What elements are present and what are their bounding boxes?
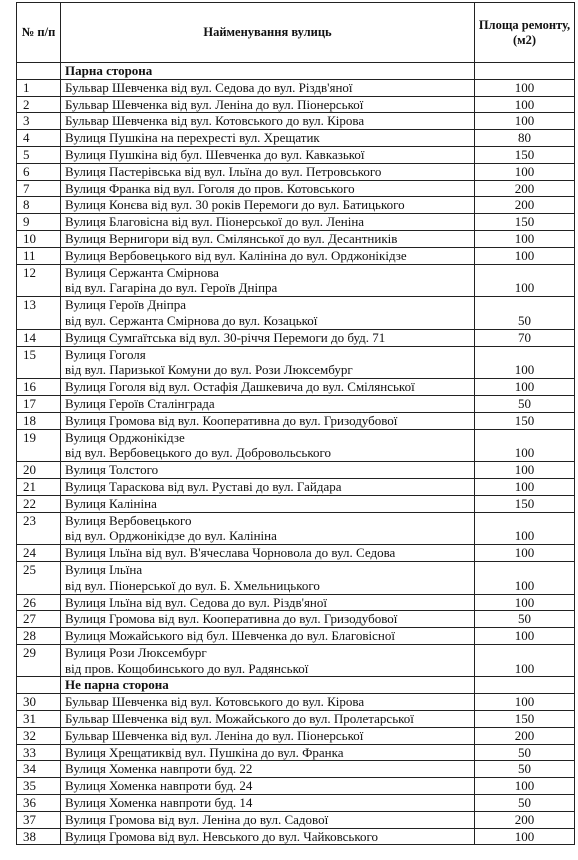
- row-number-text: 24: [23, 545, 36, 561]
- table-row: [17, 113, 575, 130]
- row-number: [17, 761, 61, 778]
- street-name-line: Вулиця Благовісна від вул. Піонерської до вул. Леніна: [65, 214, 365, 230]
- street-name: [61, 694, 475, 711]
- row-number: [17, 545, 61, 562]
- street-name: [61, 395, 475, 412]
- street-name: [61, 594, 475, 611]
- street-name-line: Вулиця Калініна: [65, 495, 157, 511]
- street-name-line: Бульвар Шевченка від вул. Леніна до вул. Піонерської: [65, 727, 364, 743]
- repair-area: [475, 346, 575, 379]
- street-name: [61, 778, 475, 795]
- section-number-cell: [17, 677, 61, 694]
- row-number-text: 22: [23, 495, 36, 511]
- row-number-text: 33: [23, 744, 36, 760]
- section-area-cell: [475, 63, 575, 80]
- repair-area: [475, 611, 575, 628]
- section-area-cell: [475, 677, 575, 694]
- street-name: [61, 478, 475, 495]
- table-row: [17, 628, 575, 645]
- repair-area-value: 80: [518, 130, 531, 146]
- header-number: № п/п: [17, 3, 61, 63]
- row-number: [17, 478, 61, 495]
- street-name-line: Вулиця Франка від вул. Гоголя до пров. Котовського: [65, 180, 355, 196]
- row-number-text: 10: [23, 230, 36, 246]
- table-row: [17, 379, 575, 396]
- repair-area: [475, 214, 575, 231]
- table-row: [17, 214, 575, 231]
- repair-area-value: 70: [518, 329, 531, 345]
- street-name-line: від вул. Паризької Комуни до вул. Рози Люксембург: [65, 362, 353, 378]
- row-number: [17, 495, 61, 512]
- street-name: [61, 462, 475, 479]
- repair-area: [475, 711, 575, 728]
- repair-area-value: 100: [514, 379, 535, 395]
- section-title-text: Парна сторона: [65, 63, 153, 78]
- street-name-line: Бульвар Шевченка від вул. Можайського до вул. Пролетарської: [65, 711, 414, 727]
- street-name-line: від вул. Вербовецького до вул. Добровольського: [65, 445, 332, 461]
- street-name: [61, 297, 475, 330]
- repair-area: [475, 297, 575, 330]
- table-row: [17, 346, 575, 379]
- repair-area: [475, 264, 575, 297]
- street-name: [61, 811, 475, 828]
- street-name: [61, 429, 475, 462]
- repair-area-value: 100: [514, 594, 535, 610]
- street-name: [61, 130, 475, 147]
- row-number: [17, 429, 61, 462]
- street-name: [61, 561, 475, 594]
- row-number-text: 20: [23, 462, 36, 478]
- table-row: [17, 264, 575, 297]
- row-number-text: 35: [23, 778, 36, 794]
- repair-area-value: 100: [514, 230, 535, 246]
- repair-area: [475, 197, 575, 214]
- table-row: [17, 761, 575, 778]
- row-number-text: 4: [23, 130, 30, 146]
- row-number: [17, 379, 61, 396]
- repair-area: [475, 644, 575, 677]
- street-name: [61, 644, 475, 677]
- repair-area-value: 50: [518, 611, 531, 627]
- table-row: [17, 79, 575, 96]
- street-name: [61, 79, 475, 96]
- repair-area-value: 200: [514, 197, 535, 213]
- row-number: [17, 395, 61, 412]
- street-name-line: Вулиця Громова від вул. Кооперативна до вул. Гризодубової: [65, 412, 398, 428]
- table-row: [17, 594, 575, 611]
- street-name-line: Бульвар Шевченка від вул. Котовського до вул. Кірова: [65, 694, 365, 710]
- table-row: [17, 462, 575, 479]
- table-row: [17, 644, 575, 677]
- section-title: [61, 677, 475, 694]
- table-row: [17, 412, 575, 429]
- repair-area-value: 100: [514, 828, 535, 844]
- header-repair-area: Площа ремонту, (м2): [475, 3, 575, 63]
- row-number: [17, 694, 61, 711]
- row-number-text: 27: [23, 611, 36, 627]
- street-name-line: Вулиця Тараскова від вул. Руставі до вул. Гайдара: [65, 478, 342, 494]
- row-number-text: 2: [23, 96, 30, 112]
- row-number-text: 28: [23, 628, 36, 644]
- repair-area-value: 100: [514, 462, 535, 478]
- row-number-text: 3: [23, 113, 30, 129]
- repair-area-value: 100: [514, 247, 535, 263]
- street-name-line: Вулиця Ільїна: [65, 561, 143, 577]
- row-number: [17, 561, 61, 594]
- repair-area-value: 100: [514, 280, 535, 296]
- row-number: [17, 412, 61, 429]
- table-header-row: [17, 3, 575, 63]
- table-row: [17, 545, 575, 562]
- street-name-line: Вулиця Пушкіна від бул. Шевченка до вул. Кавказької: [65, 146, 365, 162]
- row-number-text: 15: [23, 346, 36, 362]
- street-name-line: Вулиця Хоменка навпроти буд. 14: [65, 795, 253, 811]
- street-name-line: Вулиця Гоголя від вул. Остафія Дашкевича до вул. Смілянської: [65, 379, 415, 395]
- street-name-line: Вулиця Гоголя: [65, 346, 146, 362]
- repair-area-value: 150: [514, 412, 535, 428]
- row-number: [17, 512, 61, 545]
- table-row: [17, 778, 575, 795]
- table-row: [17, 611, 575, 628]
- table-row: [17, 180, 575, 197]
- repair-area: [475, 795, 575, 812]
- row-number-text: 18: [23, 412, 36, 428]
- repair-area: [475, 163, 575, 180]
- repair-area-value: 50: [518, 795, 531, 811]
- street-repair-table: [16, 2, 575, 845]
- row-number-text: 16: [23, 379, 36, 395]
- street-name: [61, 346, 475, 379]
- repair-area-value: 100: [514, 79, 535, 95]
- row-number-text: 31: [23, 711, 36, 727]
- repair-area-value: 200: [514, 727, 535, 743]
- row-number-text: 17: [23, 395, 36, 411]
- street-name-line: від пров. Кощобинського до вул. Радянської: [65, 660, 309, 676]
- repair-area-value: 150: [514, 146, 535, 162]
- repair-area: [475, 594, 575, 611]
- row-number-text: 29: [23, 644, 36, 660]
- table-row: [17, 163, 575, 180]
- street-name: [61, 828, 475, 845]
- street-name: [61, 180, 475, 197]
- row-number: [17, 628, 61, 645]
- repair-area-value: 100: [514, 445, 535, 461]
- repair-area: [475, 778, 575, 795]
- row-number: [17, 711, 61, 728]
- row-number-text: 9: [23, 214, 30, 230]
- row-number: [17, 644, 61, 677]
- street-name-line: Вулиця Громова від вул. Невського до вул. Чайковського: [65, 828, 379, 844]
- street-name-line: Вулиця Орджонікідзе: [65, 429, 185, 445]
- table-row: [17, 512, 575, 545]
- row-number-text: 32: [23, 727, 36, 743]
- repair-area: [475, 744, 575, 761]
- street-name-line: Вулиця Вернигори від вул. Смілянської до вул. Десантників: [65, 230, 398, 246]
- repair-area: [475, 412, 575, 429]
- street-name: [61, 795, 475, 812]
- street-name: [61, 744, 475, 761]
- table-row: [17, 329, 575, 346]
- repair-area: [475, 628, 575, 645]
- row-number: [17, 146, 61, 163]
- table-row: [17, 247, 575, 264]
- street-name: [61, 412, 475, 429]
- repair-area: [475, 230, 575, 247]
- street-name-line: Вулиця Сумгаїтська від вул. 30-річчя Перемоги до буд. 71: [65, 329, 386, 345]
- table-row: [17, 811, 575, 828]
- repair-area-value: 200: [514, 180, 535, 196]
- table-row: [17, 146, 575, 163]
- repair-area-value: 100: [514, 113, 535, 129]
- street-name-line: Вулиця Громова від вул. Кооперативна до вул. Гризодубової: [65, 611, 398, 627]
- repair-area-value: 100: [514, 545, 535, 561]
- repair-area: [475, 694, 575, 711]
- repair-area: [475, 811, 575, 828]
- row-number: [17, 828, 61, 845]
- repair-area-value: 100: [514, 694, 535, 710]
- row-number-text: 19: [23, 429, 36, 445]
- row-number: [17, 113, 61, 130]
- street-name: [61, 495, 475, 512]
- repair-area-value: 100: [514, 778, 535, 794]
- repair-area-value: 50: [518, 395, 531, 411]
- row-number: [17, 180, 61, 197]
- table-row: [17, 561, 575, 594]
- street-name: [61, 611, 475, 628]
- repair-area: [475, 180, 575, 197]
- street-name-line: Бульвар Шевченка від вул. Леніна до вул. Піонерської: [65, 96, 364, 112]
- street-name: [61, 711, 475, 728]
- table-row: [17, 197, 575, 214]
- repair-area-value: 150: [514, 495, 535, 511]
- header-street-name: Найменування вулиць: [61, 3, 475, 63]
- street-name: [61, 113, 475, 130]
- repair-area: [475, 828, 575, 845]
- street-name-line: Вулиця Ільїна від вул. Седова до вул. Різдв'яної: [65, 594, 328, 610]
- street-name: [61, 545, 475, 562]
- street-name-line: Бульвар Шевченка від вул. Седова до вул. Різдв'яної: [65, 79, 353, 95]
- row-number: [17, 163, 61, 180]
- street-name-line: від вул. Піонерської до вул. Б. Хмельницького: [65, 577, 320, 593]
- repair-area: [475, 495, 575, 512]
- row-number: [17, 594, 61, 611]
- section-title: [61, 63, 475, 80]
- repair-area: [475, 478, 575, 495]
- repair-area: [475, 79, 575, 96]
- repair-area-value: 100: [514, 163, 535, 179]
- row-number: [17, 346, 61, 379]
- street-name-line: Вулиця Хоменка навпроти буд. 24: [65, 778, 253, 794]
- row-number: [17, 264, 61, 297]
- street-name-line: Вулиця Пушкіна на перехресті вул. Хрещатик: [65, 130, 320, 146]
- street-name-line: Вулиця Можайського від бул. Шевченка до вул. Благовісної: [65, 628, 395, 644]
- row-number-text: 25: [23, 561, 36, 577]
- row-number-text: 6: [23, 163, 30, 179]
- row-number-text: 23: [23, 512, 36, 528]
- row-number-text: 5: [23, 146, 30, 162]
- repair-area: [475, 429, 575, 462]
- repair-area: [475, 96, 575, 113]
- street-name-line: Вулиця Конєва від вул. 30 років Перемоги до вул. Батицького: [65, 197, 405, 213]
- row-number-text: 36: [23, 795, 36, 811]
- street-name: [61, 329, 475, 346]
- section-title-text: Не парна сторона: [65, 677, 169, 693]
- table-row: [17, 96, 575, 113]
- row-number: [17, 611, 61, 628]
- row-number-text: 13: [23, 297, 36, 313]
- table-row: [17, 429, 575, 462]
- row-number-text: 30: [23, 694, 36, 710]
- repair-area-value: 100: [514, 660, 535, 676]
- street-name-line: Вулиця Толстого: [65, 462, 159, 478]
- row-number-text: 38: [23, 828, 36, 844]
- repair-area-value: 100: [514, 362, 535, 378]
- row-number-text: 14: [23, 329, 36, 345]
- row-number: [17, 79, 61, 96]
- repair-area: [475, 462, 575, 479]
- table-row: [17, 230, 575, 247]
- repair-area: [475, 130, 575, 147]
- street-name-line: Вулиця Вербовецького від вул. Калініна до вул. Орджонікідзе: [65, 247, 407, 263]
- table-row: [17, 694, 575, 711]
- street-name: [61, 146, 475, 163]
- repair-area-value: 200: [514, 811, 535, 827]
- row-number: [17, 197, 61, 214]
- repair-area-value: 50: [518, 312, 531, 328]
- repair-area-value: 50: [518, 761, 531, 777]
- repair-area: [475, 395, 575, 412]
- street-name: [61, 761, 475, 778]
- row-number: [17, 811, 61, 828]
- row-number-text: 37: [23, 811, 36, 827]
- repair-area: [475, 561, 575, 594]
- repair-area: [475, 329, 575, 346]
- row-number: [17, 462, 61, 479]
- table-row: [17, 495, 575, 512]
- street-name: [61, 163, 475, 180]
- street-name-line: від вул. Сержанта Смірнова до вул. Козацької: [65, 312, 318, 328]
- section-number-cell: [17, 63, 61, 80]
- row-number: [17, 778, 61, 795]
- repair-area: [475, 146, 575, 163]
- row-number-text: 12: [23, 264, 36, 280]
- row-number: [17, 795, 61, 812]
- row-number: [17, 214, 61, 231]
- street-name: [61, 727, 475, 744]
- section-header-row: [17, 677, 575, 694]
- row-number: [17, 247, 61, 264]
- repair-area-value: 100: [514, 628, 535, 644]
- street-name-line: Бульвар Шевченка від вул. Котовського до вул. Кірова: [65, 113, 365, 129]
- section-header-row: [17, 63, 575, 80]
- row-number: [17, 130, 61, 147]
- street-name-line: Вулиця Громова від вул. Леніна до вул. Садової: [65, 811, 329, 827]
- street-name: [61, 96, 475, 113]
- street-name: [61, 379, 475, 396]
- repair-area: [475, 761, 575, 778]
- row-number: [17, 230, 61, 247]
- repair-area-value: 150: [514, 711, 535, 727]
- repair-area: [475, 512, 575, 545]
- street-name: [61, 214, 475, 231]
- table-row: [17, 130, 575, 147]
- street-name: [61, 247, 475, 264]
- row-number-text: 34: [23, 761, 36, 777]
- repair-area-value: 100: [514, 577, 535, 593]
- row-number-text: 11: [23, 247, 36, 263]
- street-name-line: Вулиця Хоменка навпроти буд. 22: [65, 761, 253, 777]
- street-name: [61, 512, 475, 545]
- street-name-line: Вулиця Пастерівська від вул. Ільїна до вул. Петровського: [65, 163, 382, 179]
- table-row: [17, 828, 575, 845]
- row-number-text: 1: [23, 79, 30, 95]
- table-row: [17, 711, 575, 728]
- document-sheet: [16, 2, 574, 845]
- row-number: [17, 297, 61, 330]
- table-row: [17, 744, 575, 761]
- street-name: [61, 264, 475, 297]
- repair-area-value: 100: [514, 96, 535, 112]
- repair-area-value: 100: [514, 478, 535, 494]
- table-body: [17, 63, 575, 845]
- street-name-line: Вулиця Вербовецького: [65, 512, 192, 528]
- street-name-line: Вулиця Хрещатиквід вул. Пушкіна до вул. Франка: [65, 744, 344, 760]
- repair-area-value: 50: [518, 744, 531, 760]
- row-number: [17, 96, 61, 113]
- table-row: [17, 795, 575, 812]
- street-name: [61, 628, 475, 645]
- row-number-text: 7: [23, 180, 30, 196]
- row-number-text: 26: [23, 594, 36, 610]
- table-row: [17, 478, 575, 495]
- street-name-line: Вулиця Сержанта Смірнова: [65, 264, 219, 280]
- repair-area-value: 100: [514, 528, 535, 544]
- street-name-line: від вул. Гагаріна до вул. Героїв Дніпра: [65, 280, 278, 296]
- table-row: [17, 297, 575, 330]
- repair-area-value: 150: [514, 214, 535, 230]
- street-name-line: Вулиця Героїв Сталінграда: [65, 395, 215, 411]
- row-number: [17, 727, 61, 744]
- table-row: [17, 727, 575, 744]
- street-name-line: від вул. Орджонікідзе до вул. Калініна: [65, 528, 277, 544]
- repair-area: [475, 545, 575, 562]
- row-number: [17, 744, 61, 761]
- table-row: [17, 395, 575, 412]
- repair-area: [475, 727, 575, 744]
- street-name-line: Вулиця Героїв Дніпра: [65, 297, 187, 313]
- repair-area: [475, 113, 575, 130]
- street-name-line: Вулиця Ільїна від вул. В'ячеслава Чорновола до вул. Седова: [65, 545, 396, 561]
- row-number-text: 21: [23, 478, 36, 494]
- row-number: [17, 329, 61, 346]
- repair-area: [475, 379, 575, 396]
- street-name: [61, 230, 475, 247]
- street-name: [61, 197, 475, 214]
- street-name-line: Вулиця Рози Люксембург: [65, 644, 207, 660]
- row-number-text: 8: [23, 197, 30, 213]
- repair-area: [475, 247, 575, 264]
